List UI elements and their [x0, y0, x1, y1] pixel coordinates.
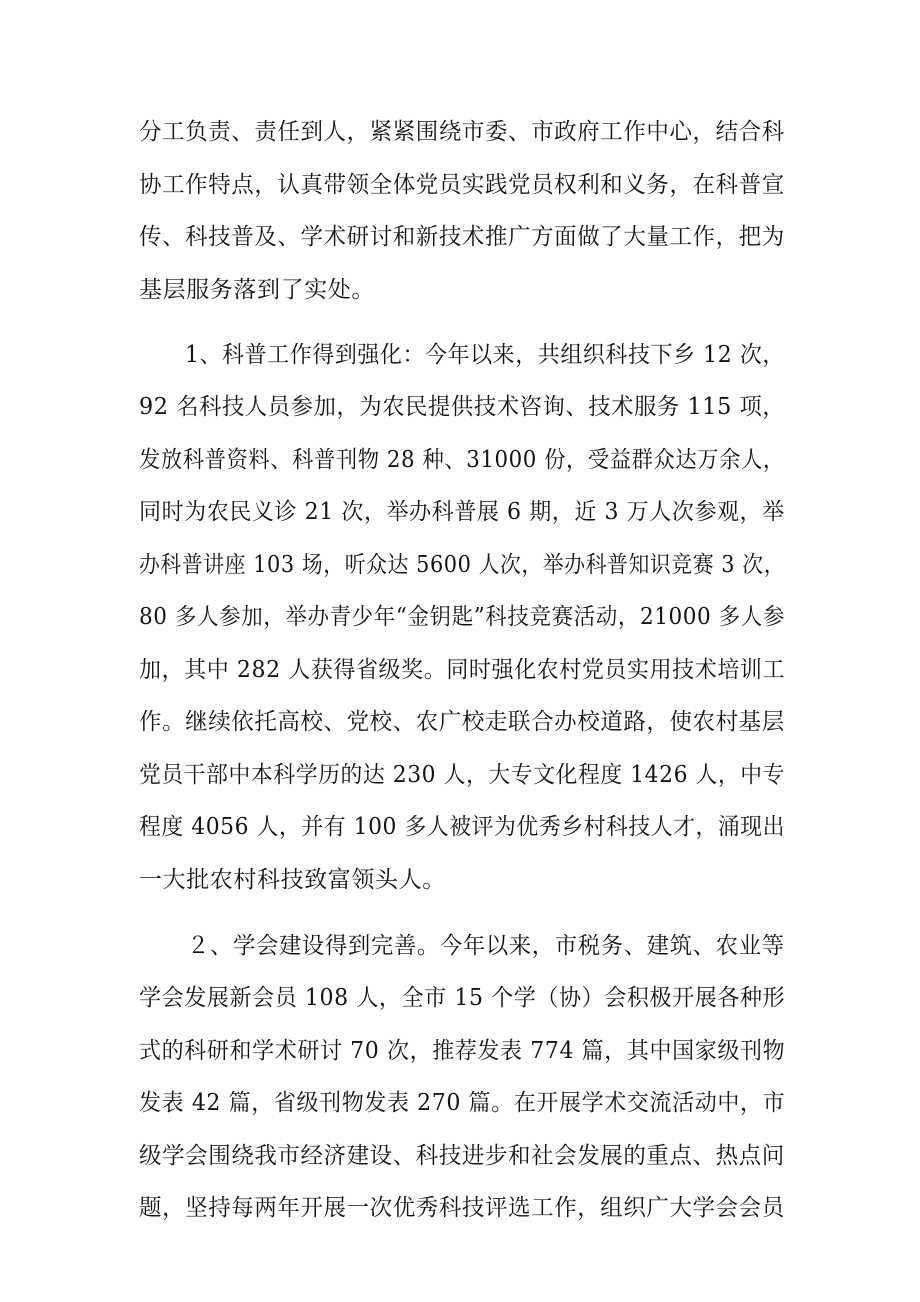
text-line: 1、科普工作得到强化：今年以来，共组织科技下乡 12 次，	[185, 342, 785, 368]
text-line: 级学会围绕我市经济建设、科技进步和社会发展的重点、热点问	[139, 1143, 785, 1169]
text-line: 程度 4056 人，并有 100 多人被评为优秀乡村科技人才，涌现出	[139, 814, 786, 840]
text-line: 80 多人参加，举办青少年“金钥匙”科技竞赛活动，21000 多人参	[139, 604, 785, 630]
text-line: 发表 42 篇，省级刊物发表 270 篇。在开展学术交流活动中，市	[139, 1090, 786, 1116]
text-line: 式的科研和学术研讨 70 次，推荐发表 774 篇，其中国家级刊物	[139, 1038, 786, 1064]
text-line: 一大批农村科技致富领头人。	[139, 867, 446, 893]
text-line: 92 名科技人员参加，为农民提供技术咨询、技术服务 115 项，	[139, 394, 786, 420]
text-line: 协工作特点，认真带领全体党员实践党员权利和义务，在科普宣	[139, 172, 785, 198]
text-line: 作。继续依托高校、党校、农广校走联合办校道路，使农村基层	[139, 709, 785, 735]
text-line: ２、学会建设得到完善。今年以来，市税务、建筑、农业等	[187, 933, 785, 959]
text-line: 办科普讲座 103 场，听众达 5600 人次，举办科普知识竞赛 3 次，	[139, 552, 786, 578]
text-line: 分工负责、责任到人，紧紧围绕市委、市政府工作中心，结合科	[139, 119, 785, 145]
text-line: 发放科普资料、科普刊物 28 种、31000 份，受益群众达万余人，	[139, 447, 785, 473]
text-line: 题，坚持每两年开展一次优秀科技评选工作，组织广大学会会员	[139, 1195, 785, 1221]
text-line: 加，其中 282 人获得省级奖。同时强化农村党员实用技术培训工	[139, 657, 786, 683]
text-line: 基层服务落到了实处。	[139, 277, 375, 303]
text-line: 传、科技普及、学术研讨和新技术推广方面做了大量工作，把为	[139, 224, 785, 250]
text-line: 学会发展新会员 108 人，全市 15 个学（协）会积极开展各种形	[139, 985, 786, 1011]
text-line: 同时为农民义诊 21 次，举办科普展 6 期，近 3 万人次参观，举	[139, 499, 785, 525]
text-line: 党员干部中本科学历的达 230 人，大专文化程度 1426 人，中专	[139, 762, 786, 788]
